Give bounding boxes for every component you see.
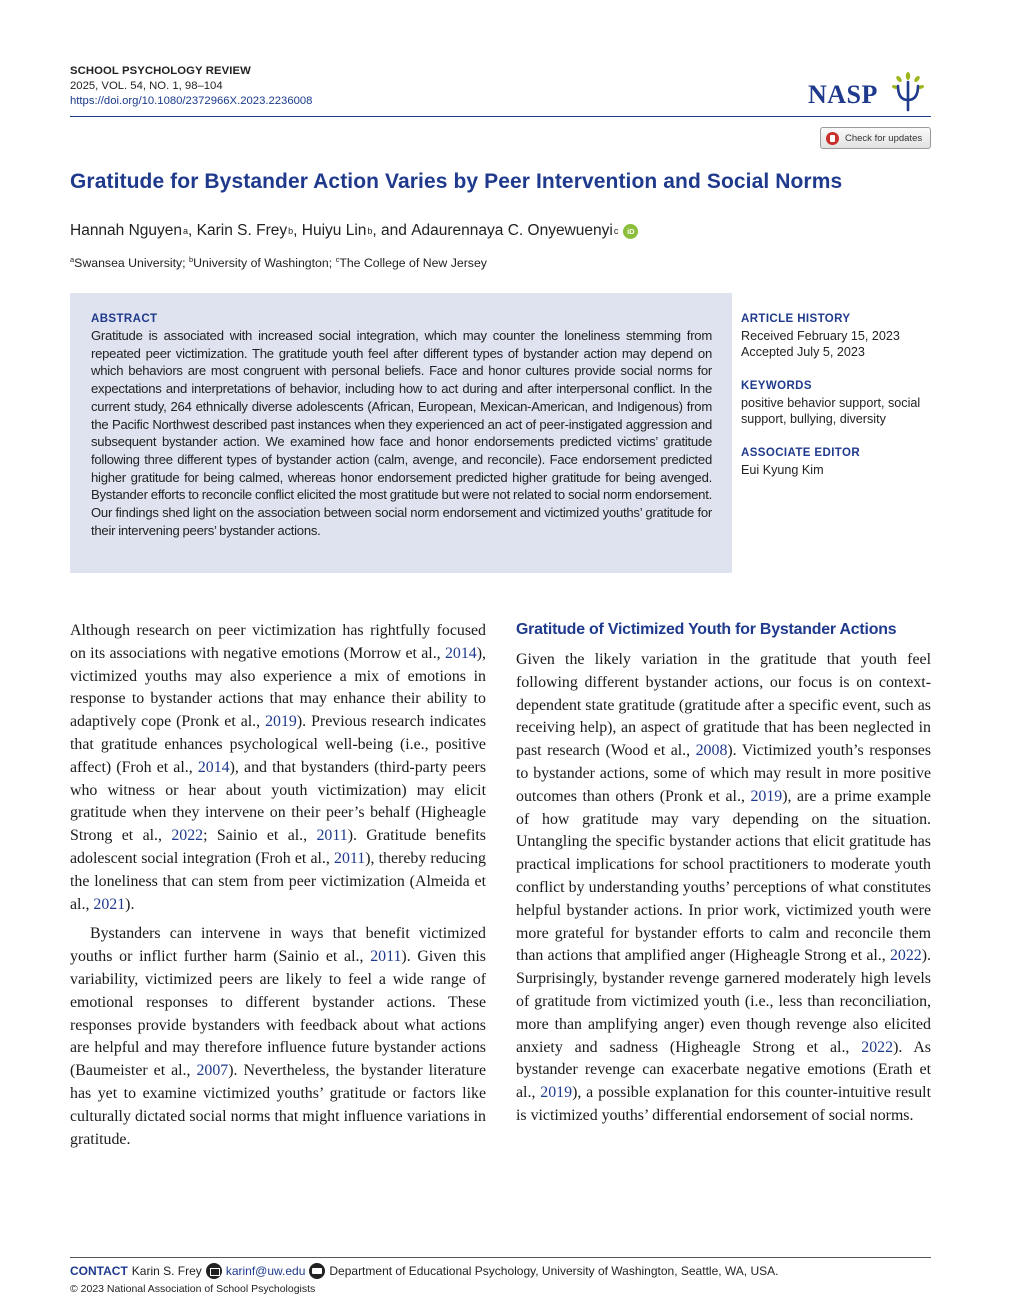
citation-year-link[interactable]: 2011 [334, 849, 366, 867]
body-text: ), victimized youths may also experience a mix of emotions in response to bystander actions that may enhance their ability to adaptively cope (Pronk et al., [70, 644, 486, 731]
affiliation-text: University of Washington; [193, 256, 336, 270]
affiliation-text: The College of New Jersey [339, 256, 487, 270]
citation-year-link[interactable]: 2011 [370, 948, 402, 966]
doi-link[interactable]: https://doi.org/10.1080/2372966X.2023.2236008 [70, 95, 313, 107]
body-text: ). Given this variability, victimized peers are likely to feel a wide range of emotional responses to different bystander actions. These responses provide bystanders with feedback about what actions are helpful and may therefore influence future bystander actions (Baumeister et al., [70, 948, 486, 1080]
citation-year-link[interactable]: 2007 [196, 1062, 229, 1080]
body-text: Although research on peer victimization has rightfully focused on its associations with negative emotions (Morrow et al., [70, 622, 486, 662]
citation-year-link[interactable]: 2019 [750, 787, 783, 805]
associate-editor-name: Eui Kyung Kim [741, 463, 824, 477]
affiliation-mark: a [70, 254, 75, 264]
body-text: ). Previous research indicates that gratitude enhances psychological well-being (i.e., positive affect) (Froh et al., [70, 713, 486, 776]
body-text: ), are a prime example of how gratitude may vary depending on the situation. Untangling the specific bystander actions that elicit gratitude has practical implications for school practitioners to moderate youth conflict by understanding youths’ perceptions of what constitutes helpful bystander actions. In prior work, victimized youth were more grateful for bystander efforts to calm and reconcile them than actions that amplified anger (Higheagle Strong et al., [516, 787, 931, 965]
body-paragraph [516, 649, 931, 1128]
contact-line [70, 1263, 778, 1279]
article-title: Gratitude for Bystander Action Varies by Peer Intervention and Social Norms [70, 170, 843, 193]
citation-year-link[interactable]: 2022 [171, 827, 204, 845]
copyright-notice: © 2023 National Association of School Psychologists [70, 1283, 316, 1295]
received-date: Received February 15, 2023 [741, 329, 900, 343]
author-separator: , [293, 222, 302, 239]
body-text: ). Gratitude benefits adolescent social integration (Froh et al., [70, 827, 486, 867]
address-icon [309, 1263, 325, 1279]
header-divider [70, 116, 931, 117]
journal-name: SCHOOL PSYCHOLOGY REVIEW [70, 65, 251, 77]
body-text: Given the likely variation in the gratitude that youth feel following different bystander actions, our focus is on context-dependent state gratitude (gratitude after a specific event, such as receiving help), an aspect of gratitude that has been neglected in past research (Wood et al., [516, 651, 931, 760]
affiliation-mark: c [335, 254, 340, 264]
affiliation-text: Swansea University; [74, 256, 189, 270]
check-updates-label: Check for updates [845, 132, 923, 144]
abstract-heading: ABSTRACT [91, 313, 158, 325]
accepted-date: Accepted July 5, 2023 [741, 345, 865, 359]
author-name: Karin S. Frey [196, 222, 288, 239]
section-heading: Gratitude of Victimized Youth for Bystander Actions [516, 621, 897, 638]
psi-leaf-icon [888, 70, 936, 114]
nasp-logo-text: NASP [808, 80, 878, 109]
body-text: ). Victimized youth’s responses to bystander actions, some of which may result in more positive outcomes than others (Pronk et al., [516, 742, 931, 805]
body-text: ). Surprisingly, bystander revenge garnered moderately high levels of gratitude from victimized youth (i.e., less than reconciliation, more than amplifying anger) even though revenge also elicited anxiety and sadness (Higheagle Strong et al., [516, 947, 931, 1056]
body-text: ), and that bystanders (third-party peers who witness or hear about youth victimization) may elicit gratitude when they intervene on their peer’s behalf (Higheagle Strong et al., [70, 758, 486, 845]
citation-year-link[interactable]: 2019 [265, 713, 297, 731]
crossmark-icon [826, 132, 839, 145]
check-for-updates-button[interactable] [820, 127, 931, 149]
body-text: ). As bystander revenge can exacerbate negative emotions (Erath et al., [516, 1038, 931, 1102]
article-history [741, 328, 900, 360]
email-icon [206, 1263, 222, 1279]
associate-editor-heading: ASSOCIATE EDITOR [741, 447, 861, 459]
contact-label: CONTACT [70, 1264, 128, 1278]
footer-divider [70, 1257, 931, 1258]
body-paragraph [70, 923, 486, 1151]
body-text: ), a possible explanation for this counter-intuitive result is victimized youths’ differential endorsement of social norms. [516, 1084, 931, 1124]
affiliation-mark: b [189, 254, 194, 264]
citation-year-link[interactable]: 2014 [444, 644, 477, 662]
author-separator: , and [372, 222, 412, 239]
citation-year-link[interactable]: 2022 [889, 947, 922, 965]
orcid-icon[interactable]: iD [623, 224, 638, 239]
contact-email-link[interactable]: karinf@uw.edu [225, 1264, 306, 1278]
journal-volume: 2025, VOL. 54, NO. 1, 98–104 [70, 80, 223, 92]
citation-year-link[interactable]: 2008 [695, 742, 728, 760]
body-text: ). Nevertheless, the bystander literature has yet to examine victimized youths’ gratitude or factors like culturally dictated social norms that might influence variations in gratitude. [70, 1062, 486, 1148]
body-text: ; Sainio et al., [203, 827, 317, 845]
body-right-column [516, 649, 931, 1135]
contact-address: Department of Educational Psychology, University of Washington, Seattle, WA, USA. [329, 1264, 779, 1278]
keywords-list: positive behavior support, social support, bullying, diversity [741, 396, 921, 426]
body-text: Bystanders can intervene in ways that benefit victimized youths or inflict further harm (Sainio et al., [70, 925, 486, 966]
author-name: Huiyu Lin [301, 222, 367, 239]
citation-year-link[interactable]: 2011 [316, 827, 348, 845]
citation-year-link[interactable]: 2021 [93, 895, 126, 913]
affiliations [70, 256, 487, 270]
body-text: ). [125, 895, 135, 913]
author-separator: , [188, 222, 197, 239]
nasp-logo [806, 70, 936, 114]
author-name: Hannah Nguyen [70, 222, 183, 239]
author-name: Adaurennaya C. Onyewuenyi [411, 222, 613, 239]
abstract-text: Gratitude is associated with increased social integration, which may counter the loneliness stemming from repeated peer victimization. The gratitude youth feel after different types of bystander action may depend on which behaviors are most congruent with personal beliefs. Face and honor cultures provide social norms for expectations and interpretations of behavior, including how to act during and after interpersonal conflict. In the current study, 264 ethnically diverse adolescents (African, European, Mexican-American, and Indigenous) from the Pacific Northwest described past instances when they experienced an act of peer-instigated aggression and subsequent bystander action. We examined how face and honor endorsements predicted victims’ gratitude following three different types of bystander action (calm, avenge, and reconcile). Face endorsement predicted higher gratitude for being calmed, whereas honor endorsement predicted higher gratitude for being avenged. Bystander efforts to reconcile conflict elicited the most gratitude but were not related to social norm endorsement. Our findings shed light on the association between social norm endorsement and victimized youths’ gratitude for their intervening peers’ bystander actions. [91, 328, 712, 538]
citation-year-link[interactable]: 2019 [540, 1084, 573, 1102]
keywords-heading: KEYWORDS [741, 380, 812, 392]
citation-year-link[interactable]: 2014 [197, 758, 230, 776]
journal-info [70, 64, 312, 109]
article-history-heading: ARTICLE HISTORY [741, 313, 851, 325]
author-list: Hannah Nguyen a , Karin S. Frey b , Huiyu Lin b , and Adaurennaya C. Onyewuenyi c iD [70, 222, 638, 240]
body-paragraph [70, 620, 486, 916]
body-left-column [70, 620, 486, 1158]
citation-year-link[interactable]: 2022 [861, 1038, 894, 1056]
contact-name: Karin S. Frey [131, 1264, 202, 1278]
body-text: ), thereby reducing the loneliness that can stem from peer victimization (Almeida et al., [70, 849, 487, 913]
